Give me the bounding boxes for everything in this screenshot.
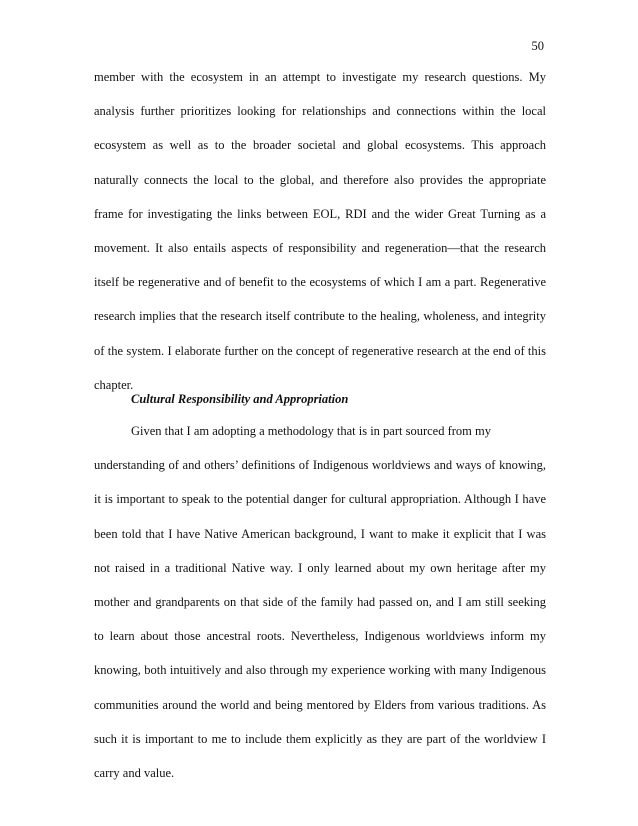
- paragraph-line: such it is important to me to include them explicitly as they are part of the worldview I: [94, 731, 546, 746]
- paragraph-line: itself be regenerative and of benefit to the ecosystems of which I am a part. Regenerative: [94, 275, 546, 290]
- paragraph-line: it is important to speak to the potential danger for cultural appropriation. Although I have: [94, 492, 546, 507]
- section-heading: Cultural Responsibility and Appropriation: [131, 392, 349, 406]
- paragraph-line: not raised in a traditional Native way. I only learned about my own heritage after my: [94, 560, 546, 575]
- paragraph-line: communities around the world and being mentored by Elders from various traditions. As: [94, 697, 546, 712]
- paragraph-line: been told that I have Native American background, I want to make it explicit that I was: [94, 526, 546, 541]
- paragraph-line: understanding of and others’ definitions of Indigenous worldviews and ways of knowing,: [94, 458, 546, 473]
- paragraph-line: member with the ecosystem in an attempt to investigate my research questions. My: [94, 70, 546, 84]
- paragraph-line: to learn about those ancestral roots. Nevertheless, Indigenous worldviews inform my: [94, 629, 546, 644]
- paragraph-line: movement. It also entails aspects of responsibility and regeneration—that the research: [94, 240, 546, 255]
- body-paragraph: [94, 70, 546, 412]
- paragraph-line: analysis further prioritizes looking for relationships and connections within the local: [94, 104, 546, 119]
- paragraph-line: mother and grandparents on that side of the family had passed on, and I am still seeking: [94, 594, 546, 609]
- paragraph-line: frame for investigating the links between EOL, RDI and the wider Great Turning as a: [94, 206, 546, 221]
- paragraph-line: of the system. I elaborate further on the concept of regenerative research at the end of this: [94, 343, 546, 358]
- body-paragraph: [94, 424, 546, 800]
- page-number: 50: [531, 39, 544, 53]
- paragraph-line: Given that I am adopting a methodology that is in part sourced from my: [131, 424, 491, 438]
- section-heading-block: [94, 392, 546, 426]
- paragraph-line: research implies that the research itself contribute to the healing, wholeness, and integrity: [94, 309, 546, 324]
- paragraph-line: chapter.: [94, 377, 134, 392]
- paragraph-line: naturally connects the local to the global, and therefore also provides the appropriate: [94, 172, 546, 187]
- paragraph-line: ecosystem as well as to the broader societal and global ecosystems. This approach: [94, 138, 546, 153]
- paragraph-line: knowing, both intuitively and also through my experience working with many Indigenous: [94, 663, 546, 678]
- paragraph-line: carry and value.: [94, 765, 175, 780]
